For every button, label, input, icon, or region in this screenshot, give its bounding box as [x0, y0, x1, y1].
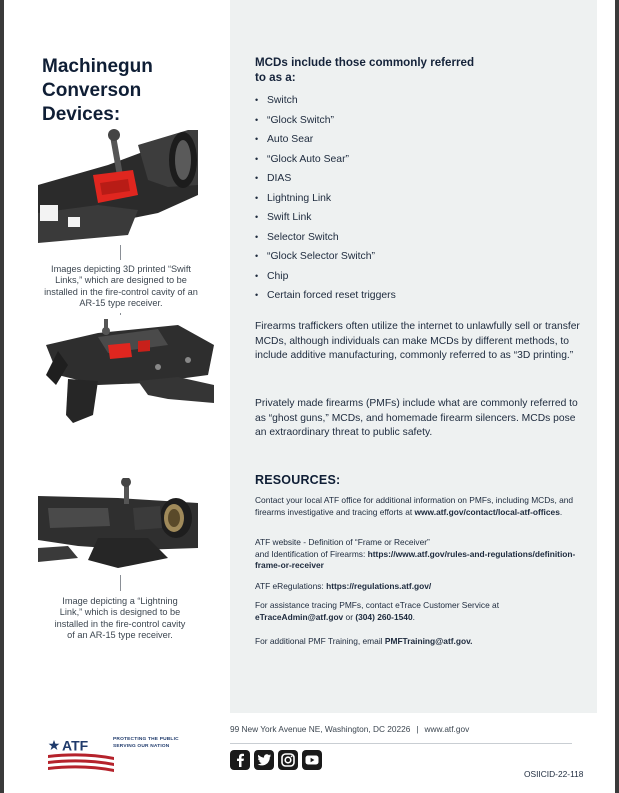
- resource-etrace: For assistance tracing PMFs, contact eTrace Customer Service at eTraceAdmin@atf.gov or (304) 260-1540.: [255, 600, 500, 622]
- swift-link-photo-1: [38, 125, 198, 243]
- bullet-icon: •: [255, 153, 259, 164]
- mcd-list-item: • Swift Link: [255, 208, 396, 228]
- bullet-icon: •: [255, 173, 259, 184]
- resource-local-office: Contact your local ATF office for additional information on PMFs, including MCDs, and firearms investigative and tracing efforts at www.atf.gov/contact/local-atf-offices.: [255, 495, 574, 517]
- lightning-link-caption: Image depicting a “Lightning Link,” which is designed to be installed in the fire-control cavity of an AR-15 type receiver.: [54, 596, 186, 641]
- eregulations-link[interactable]: https://regulations.atf.gov/: [326, 581, 432, 591]
- youtube-icon[interactable]: [302, 750, 322, 770]
- mcd-list-item: • Certain forced reset triggers: [255, 286, 396, 306]
- page-title: [42, 55, 212, 127]
- title-line: Converson: [42, 80, 142, 101]
- resource-frame-receiver: ATF website - Definition of “Frame or Receiver” and Identification of Firearms: https://www.atf.gov/rules-and-regulations/definition-frame-or-receiver: [255, 537, 576, 571]
- resources-heading: RESOURCES:: [255, 473, 341, 487]
- atf-logo-text: ATF: [62, 737, 89, 754]
- website-link[interactable]: www.atf.gov: [424, 724, 470, 734]
- bullet-icon: •: [255, 134, 259, 145]
- trafficking-paragraph: Firearms traffickers often utilize the internet to unlawfully sell or transfer MCDs, although individuals can make MCDs by different methods, to include additive manufacturing, commonly referred to as “3D printing.”: [255, 321, 580, 362]
- mcd-list: [255, 91, 396, 306]
- mcd-list-item: • Lightning Link: [255, 189, 396, 209]
- social-links: [230, 750, 322, 770]
- footer-divider: [230, 743, 572, 744]
- mcd-heading: MCDs include those commonly referred to as a:: [255, 56, 475, 84]
- resource-training: For additional PMF Training, email PMFTraining@atf.gov.: [255, 636, 473, 646]
- caption-pointer: [120, 575, 121, 591]
- mcd-list-item: • Chip: [255, 267, 396, 287]
- bullet-icon: •: [255, 95, 259, 105]
- instagram-icon[interactable]: [278, 750, 298, 770]
- lightning-link-photo: [38, 478, 198, 570]
- mcd-list-item: • DIAS: [255, 169, 396, 189]
- etrace-email-link[interactable]: eTraceAdmin@atf.gov: [255, 611, 344, 622]
- atf-tagline: PROTECTING THE PUBLIC SERVING OUR NATION: [113, 737, 179, 749]
- document-number: OSIICID-22-118: [524, 769, 584, 779]
- pmf-paragraph: Privately made firearms (PMFs) include what are commonly referred to as “ghost guns,” MCDs, and homemade firearm silencers. MCDs pose an extraordinary threat to public safety.: [255, 398, 578, 439]
- bullet-icon: •: [255, 192, 259, 203]
- mcd-list-item: • Selector Switch: [255, 228, 396, 248]
- bullet-icon: •: [255, 270, 259, 281]
- atf-star-icon: [49, 740, 60, 750]
- twitter-icon[interactable]: [254, 750, 274, 770]
- bullet-icon: •: [255, 290, 259, 301]
- local-offices-link[interactable]: www.atf.gov/contact/local-atf-offices: [414, 506, 560, 517]
- title-line: Devices:: [42, 104, 121, 125]
- swift-link-caption: Images depicting 3D printed “Swift Links,” which are designed to be installed in the fire-control cavity of an AR-15 type receiver.: [44, 264, 198, 309]
- etrace-phone[interactable]: (304) 260-1540: [355, 611, 413, 622]
- mcd-list-item: • “Glock Selector Switch”: [255, 247, 396, 267]
- training-email-link[interactable]: PMFTraining@atf.gov.: [384, 636, 473, 646]
- resource-eregulations: ATF eRegulations: https://regulations.atf.gov/: [255, 581, 432, 591]
- bullet-icon: •: [255, 114, 259, 125]
- bullet-icon: •: [255, 251, 259, 262]
- bullet-icon: •: [255, 231, 259, 242]
- flyer-page: [4, 0, 615, 793]
- frame-receiver-link[interactable]: https://www.atf.gov/rules-and-regulations/definition-frame-or-receiver: [255, 548, 576, 571]
- mcd-list-item: • Auto Sear: [255, 130, 396, 150]
- mcd-list-item: • “Glock Switch”: [255, 111, 396, 131]
- bullet-icon: •: [255, 212, 259, 223]
- facebook-icon[interactable]: [230, 750, 250, 770]
- swift-link-photo-2: [38, 315, 214, 425]
- caption-pointer: [120, 245, 121, 260]
- title-line: Machinegun: [42, 56, 153, 77]
- mcd-list-item: • Switch: [255, 91, 396, 111]
- footer-address: 99 New York Avenue NE, Washington, DC 20226 | www.atf.gov: [230, 724, 470, 734]
- mcd-list-item: • “Glock Auto Sear”: [255, 150, 396, 170]
